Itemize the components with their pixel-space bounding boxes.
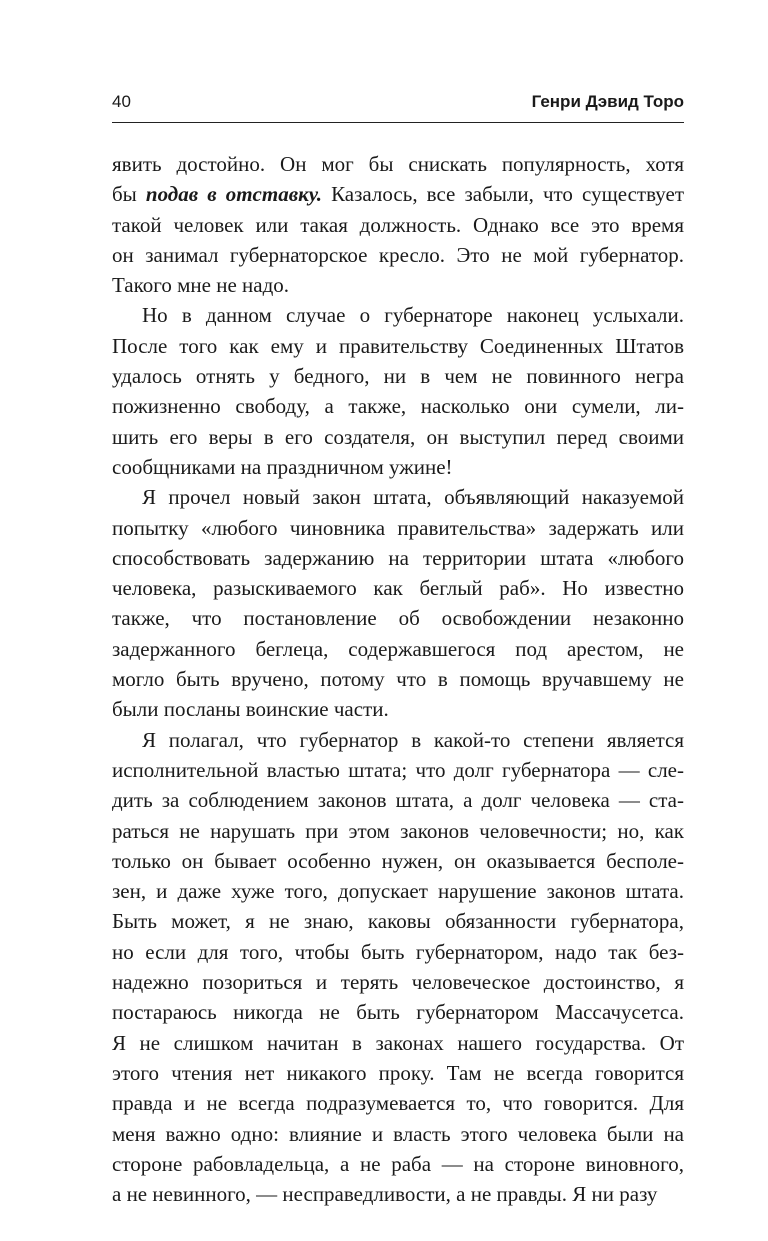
paragraph	[112, 300, 684, 482]
text-line: Я полагал, что губернатор в какой-то степени является	[142, 727, 684, 752]
text-line: задержанного беглеца, содержавшегося под арестом, не	[112, 636, 684, 661]
text-line: но если для того, чтобы быть губернатором, надо так без-	[112, 939, 684, 964]
text-line: шить его веры в его создателя, он выступил перед своими	[112, 424, 684, 449]
text-line: только он бывает особенно нужен, он оказывается бесполе-	[112, 848, 684, 873]
body-text	[112, 149, 684, 1209]
text-line: стороне рабовладельца, а не раба — на стороне виновного,	[112, 1151, 684, 1176]
paragraph	[112, 725, 684, 1210]
text-line: После того как ему и правительству Соединенных Штатов	[112, 333, 684, 358]
text-line: Я не слишком начитан в законах нашего государства. От	[112, 1030, 684, 1055]
text-line: Я прочел новый закон штата, объявляющий наказуемой	[142, 485, 684, 510]
text-line: Быть может, я не знаю, каковы обязанности губернатора,	[112, 909, 684, 934]
text-line: исполнительной властью штата; что долг губернатора — сле-	[112, 757, 684, 782]
text-line: явить достойно. Он мог бы снискать популярность, хотя	[112, 152, 684, 176]
text-line: правда и не всегда подразумевается то, что говорится. Для	[112, 1091, 684, 1116]
text-line: человека, разыскиваемого как беглый раб». Но известно	[112, 576, 684, 601]
text-line: бы подав в отставку. Казалось, все забыли, что существует	[112, 182, 684, 207]
text-line: Такого мне не надо.	[112, 273, 290, 298]
text-line: он занимал губернаторское кресло. Это не мой губернатор.	[112, 242, 684, 267]
text-line: могло быть вручено, потому что в помощь вручавшему не	[112, 667, 684, 692]
text-line: этого чтения нет никакого проку. Там не всегда говорится	[112, 1060, 684, 1085]
text-line: а не невинного, — несправедливости, а не правды. Я ни разу	[112, 1182, 658, 1207]
text-line: постараюсь никогда не быть губернатором Массачусетса.	[112, 1000, 684, 1025]
text-line: дить за соблюдением законов штата, а долг человека — ста-	[112, 788, 684, 813]
running-head-author: Генри Дэвид Торо	[531, 92, 684, 111]
text-line: надежно позориться и терять человеческое достоинство, я	[112, 970, 684, 995]
text-line: меня важно одно: влияние и власть этого человека были на	[112, 1121, 684, 1146]
running-header	[112, 92, 684, 123]
text-line: сообщниками на праздничном ужине!	[112, 454, 453, 479]
text-line: также, что постановление об освобождении незаконно	[112, 606, 684, 631]
paragraph	[112, 482, 684, 724]
text-line: пожизненно свободу, а также, насколько они сумели, ли-	[112, 394, 684, 419]
page-number: 40	[112, 92, 131, 111]
text-line: Но в данном случае о губернаторе наконец услыхали.	[142, 303, 684, 328]
text-line: попытку «любого чиновника правительства» задержать или	[112, 515, 684, 540]
text-line: такой человек или такая должность. Однако все это время	[112, 212, 684, 237]
emphasized-text: подав в отставку.	[145, 182, 322, 207]
text-line: способствовать задержанию на территории штата «любого	[112, 545, 684, 570]
text-line: удалось отнять у бедного, ни в чем не повинного негра	[112, 364, 684, 389]
text-line: были посланы воинские части.	[112, 697, 389, 722]
book-page	[112, 92, 684, 1209]
paragraph	[112, 149, 684, 300]
text-line: зен, и даже хуже того, допускает нарушение законов штата.	[112, 879, 684, 904]
text-line: раться не нарушать при этом законов человечности; но, как	[112, 818, 684, 843]
